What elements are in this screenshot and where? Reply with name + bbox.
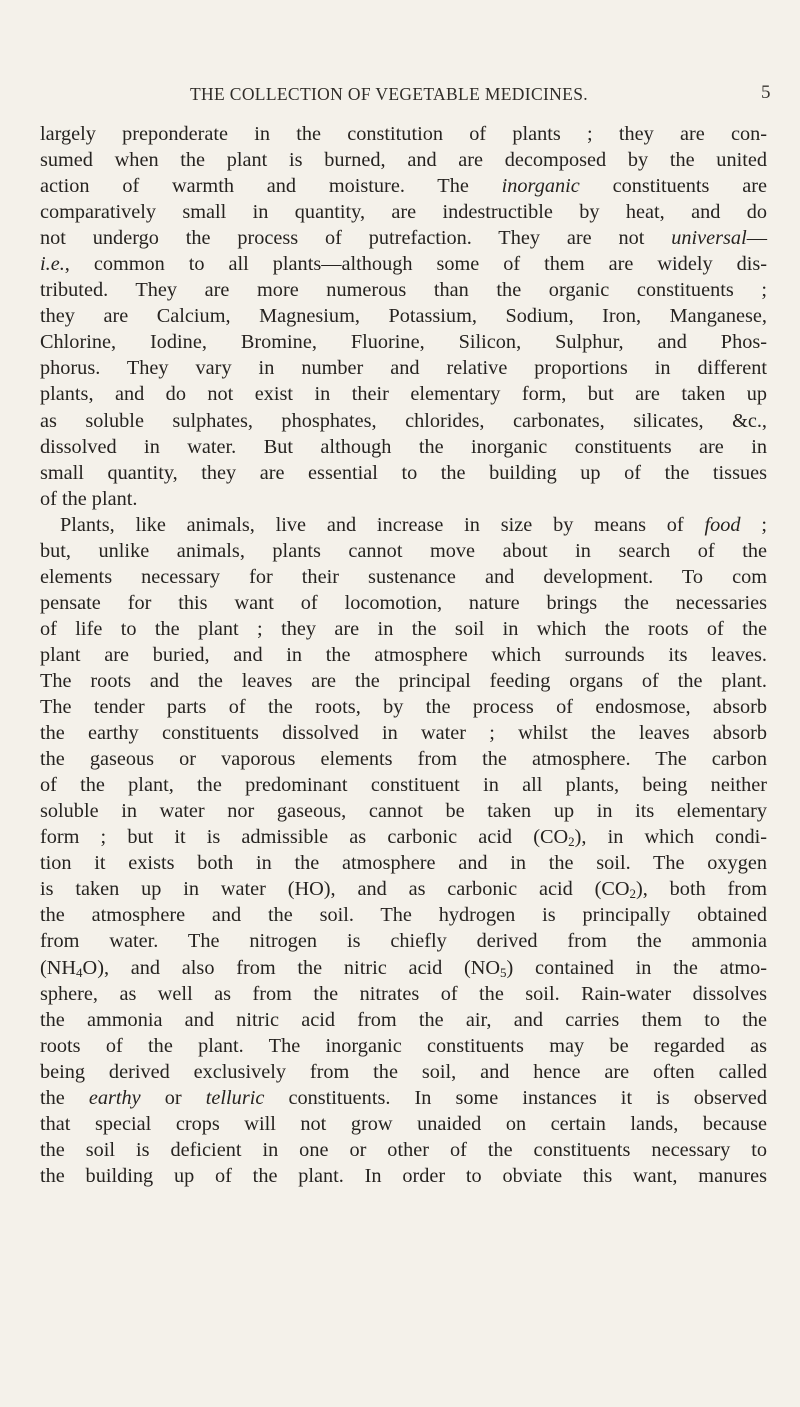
text-line: Plants, like animals, live and increase in size by means of food ; bbox=[60, 513, 767, 536]
text-line: the building up of the plant. In order to obviate this want, manures bbox=[40, 1164, 767, 1187]
text-line: the earthy constituents dissolved in water ; whilst the leaves absorb bbox=[40, 722, 767, 745]
emphasis: universal bbox=[671, 227, 747, 250]
text-line: of life to the plant ; they are in the soil in which the roots of the bbox=[40, 617, 767, 640]
text-line: Chlorine, Iodine, Bromine, Fluorine, Silicon, Sulphur, and Phos- bbox=[40, 331, 767, 354]
text-line: pensate for this want of locomotion, nature brings the necessaries bbox=[40, 591, 767, 614]
text-line: tion it exists both in the atmosphere and in the soil. The oxygen bbox=[40, 852, 767, 875]
text-line: comparatively small in quantity, are indestructible by heat, and do bbox=[40, 201, 767, 224]
text-line: $(NH_4O)$, and also from the nitric acid $(NO_5)$ contained in the atmo- bbox=[40, 956, 767, 980]
paragraph-1 bbox=[40, 121, 767, 512]
emphasis: inorganic bbox=[501, 175, 580, 198]
text-line: the ammonia and nitric acid from the air, and carries them to the bbox=[40, 1008, 767, 1031]
text-line: The roots and the leaves are the principal feeding organs of the plant. bbox=[40, 669, 767, 692]
text-line: dissolved in water. But although the inorganic constituents are in bbox=[40, 435, 767, 458]
emphasis: i.e. bbox=[40, 253, 65, 276]
text-line: largely preponderate in the constitution of plants ; they are con- bbox=[40, 123, 767, 145]
text-line: The tender parts of the roots, by the process of endosmose, absorb bbox=[40, 696, 767, 719]
page-number: 5 bbox=[761, 82, 771, 103]
emphasis: food bbox=[704, 513, 741, 536]
text-line: they are Calcium, Magnesium, Potassium, Sodium, Iron, Manganese, bbox=[40, 305, 767, 328]
text-line: sumed when the plant is burned, and are decomposed by the united bbox=[40, 149, 767, 172]
text-line: tributed. They are more numerous than the organic constituents ; bbox=[40, 279, 767, 302]
text-line: is taken up in water (HO), and as carbonic acid $(CO_2)$, both from bbox=[40, 878, 767, 902]
text-line: the earthy or telluric constituents. In some instances it is observed bbox=[40, 1086, 767, 1109]
text-line: action of warmth and moisture. The inorganic constituents are bbox=[40, 175, 767, 198]
paragraph-2 bbox=[40, 512, 767, 1189]
text-line: the atmosphere and the soil. The hydrogen is principally obtained bbox=[40, 904, 767, 927]
text-line: the gaseous or vaporous elements from the atmosphere. The carbon bbox=[40, 748, 767, 771]
text-line: of the plant, the predominant constituent in all plants, being neither bbox=[40, 774, 767, 797]
text-line: elements necessary for their sustenance and development. To com bbox=[40, 565, 767, 588]
text-line: soluble in water nor gaseous, cannot be taken up in its elementary bbox=[40, 800, 767, 823]
body-text bbox=[40, 121, 767, 1189]
text-line: form ; but it is admissible as carbonic acid $(CO_2)$, in which condi- bbox=[40, 826, 767, 850]
text-line: i.e., common to all plants—although some of them are widely dis- bbox=[40, 253, 767, 276]
text-line: as soluble sulphates, phosphates, chlorides, carbonates, silicates, &c., bbox=[40, 409, 767, 432]
text-line: roots of the plant. The inorganic constituents may be regarded as bbox=[40, 1034, 767, 1057]
text-line: that special crops will not grow unaided on certain lands, because bbox=[40, 1112, 767, 1135]
text-line: but, unlike animals, plants cannot move about in search of the bbox=[40, 539, 767, 562]
text-line: sphere, as well as from the nitrates of the soil. Rain-water dissolves bbox=[40, 982, 767, 1005]
running-header: THE COLLECTION OF VEGETABLE MEDICINES. bbox=[190, 84, 589, 104]
subscript: 5 bbox=[500, 964, 507, 980]
text-line: of the plant. bbox=[40, 487, 138, 510]
text-line: not undergo the process of putrefaction. They are not universal— bbox=[40, 227, 767, 250]
text-line: small quantity, they are essential to the building up of the tissues bbox=[40, 461, 767, 484]
emphasis: telluric bbox=[205, 1086, 265, 1109]
text-line: the soil is deficient in one or other of the constituents necessary to bbox=[40, 1138, 767, 1161]
text-line: from water. The nitrogen is chiefly derived from the ammonia bbox=[40, 930, 767, 953]
subscript: 2 bbox=[568, 834, 575, 850]
text-line: plant are buried, and in the atmosphere which surrounds its leaves. bbox=[40, 643, 767, 666]
subscript: 2 bbox=[629, 886, 636, 902]
text-line: being derived exclusively from the soil, and hence are often called bbox=[40, 1060, 767, 1083]
subscript: 4 bbox=[76, 964, 83, 980]
emphasis: earthy bbox=[88, 1086, 141, 1109]
text-line: phorus. They vary in number and relative proportions in different bbox=[40, 357, 767, 380]
text-line: plants, and do not exist in their elementary form, but are taken up bbox=[40, 383, 767, 406]
